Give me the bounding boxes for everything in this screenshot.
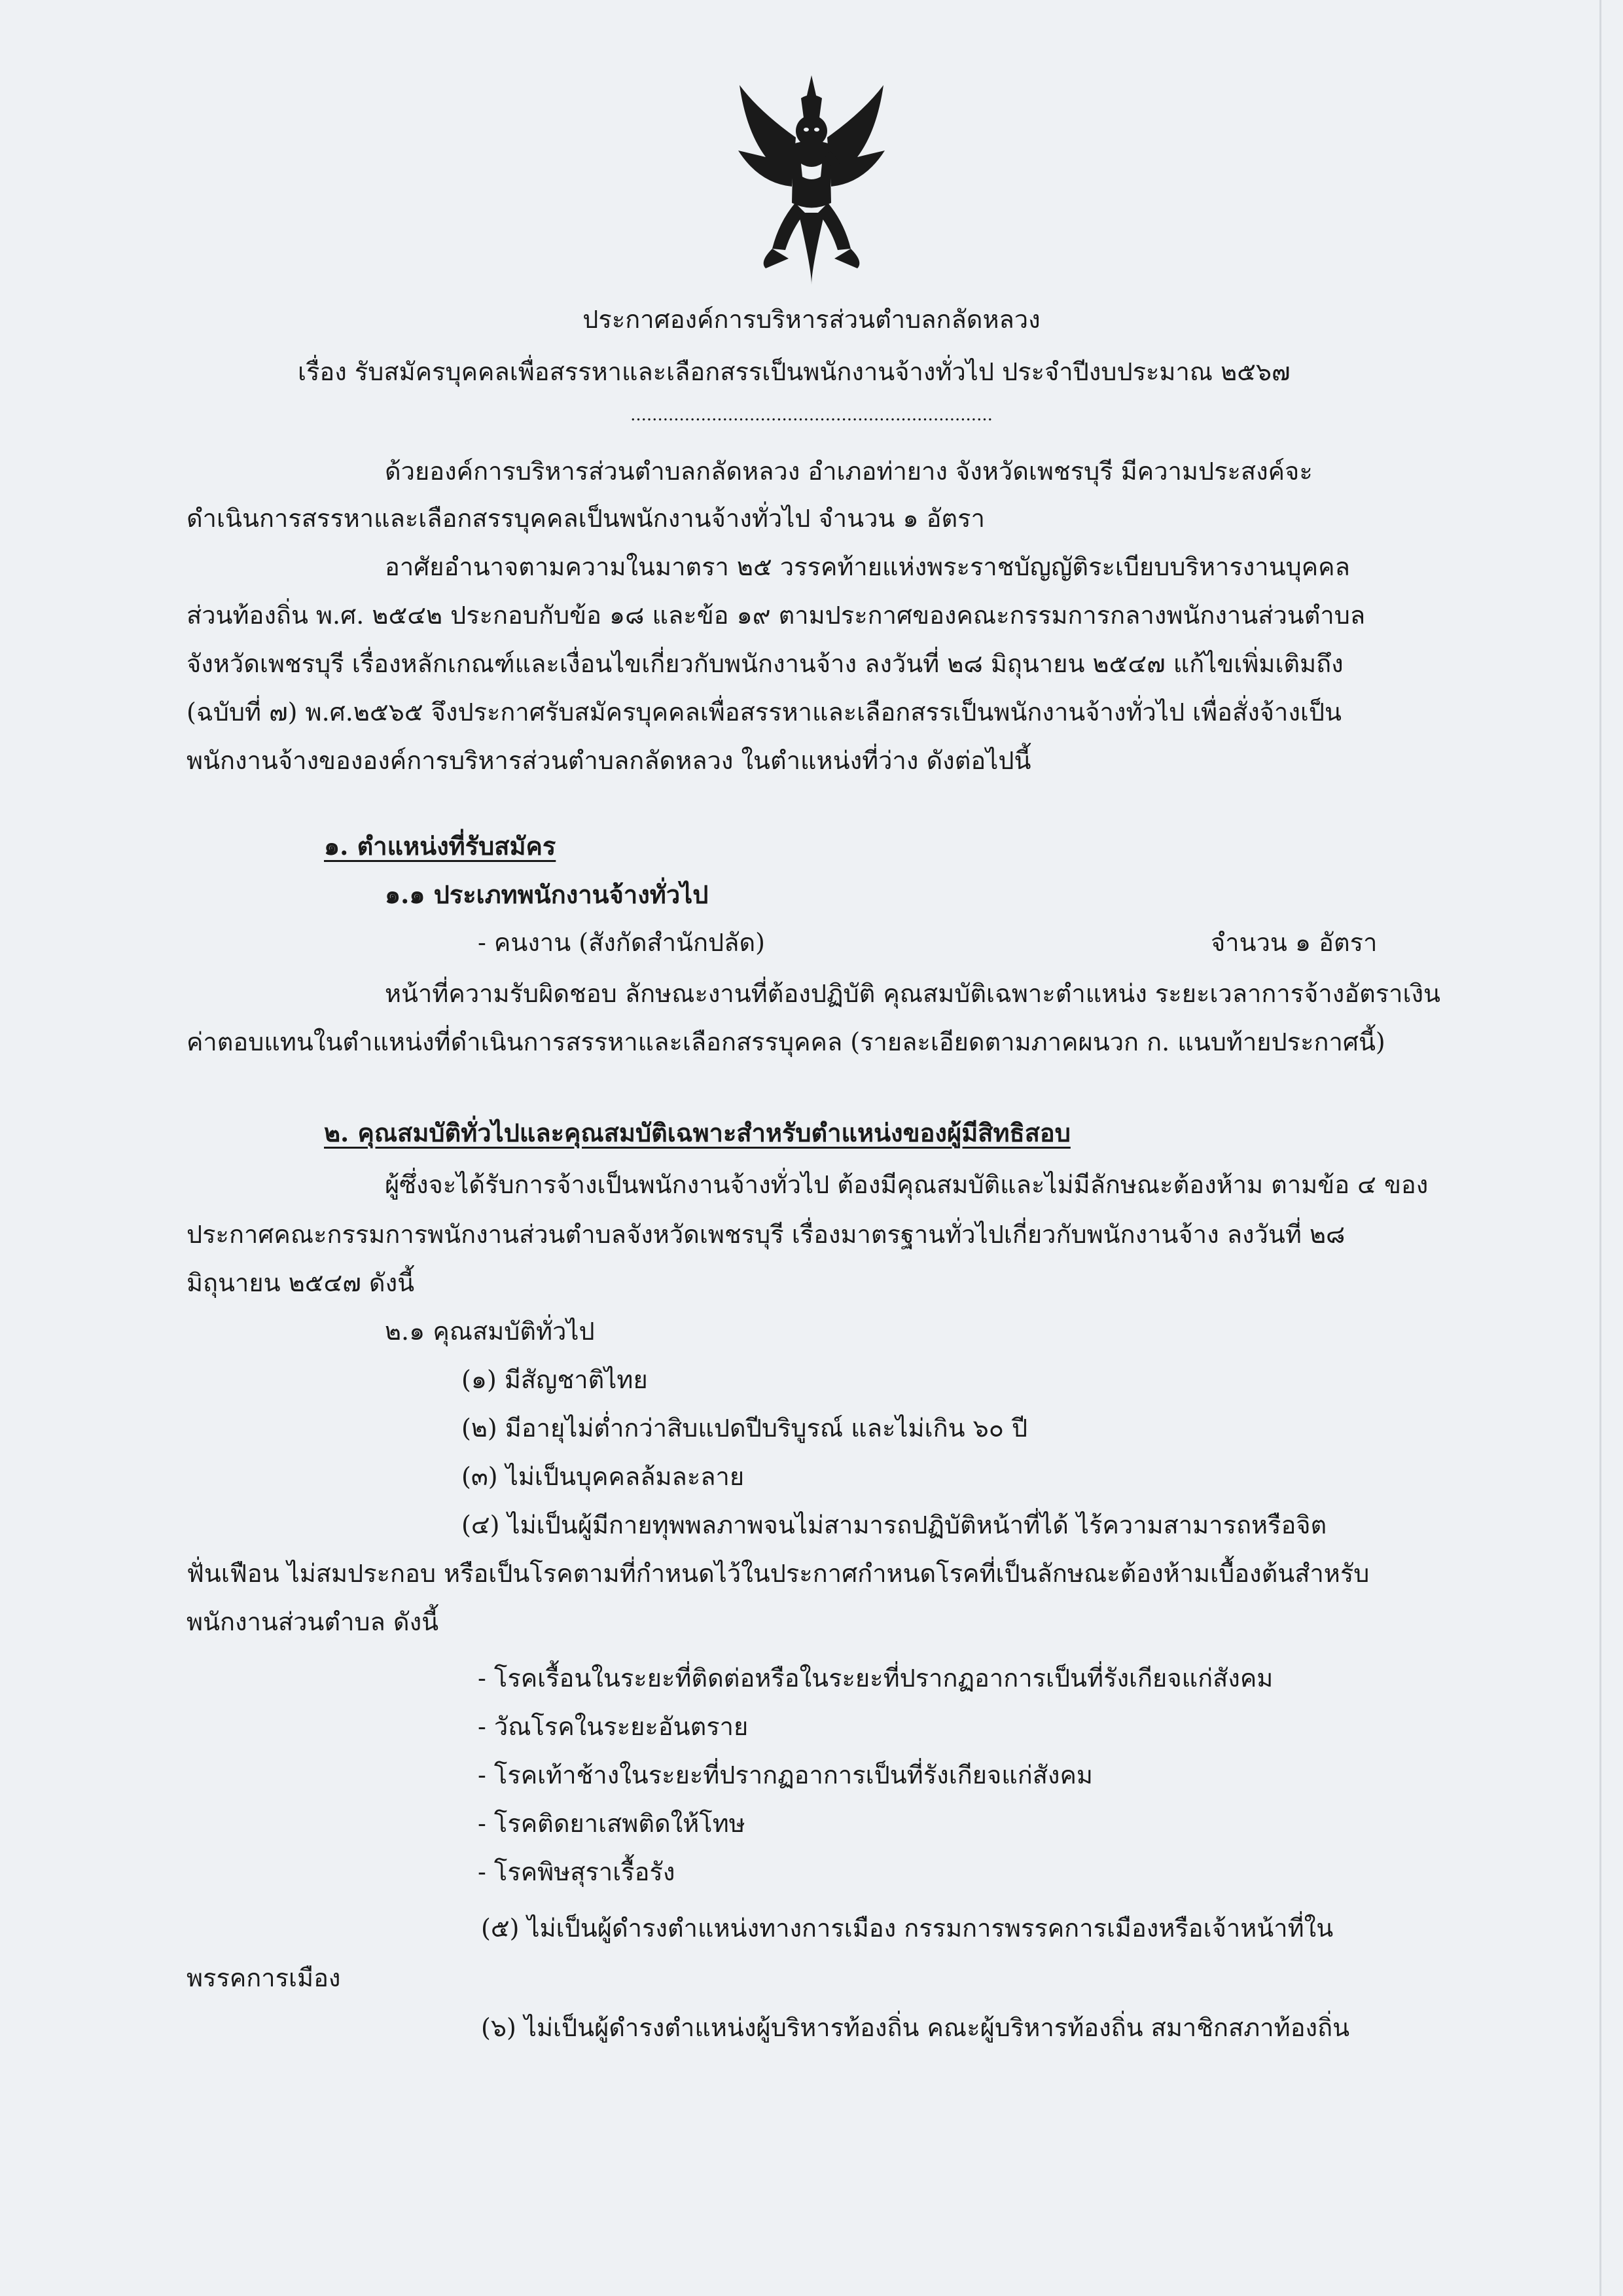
page-edge-line bbox=[1599, 0, 1601, 2296]
section2-heading: ๒. คุณสมบัติทั่วไปและคุณสมบัติเฉพาะสำหรับตำแหน่งของผู้มีสิทธิสอบ bbox=[324, 1118, 1071, 1147]
position-count: จำนวน ๑ อัตรา bbox=[1211, 928, 1378, 957]
intro-p2-line5: พนักงานจ้างขององค์การบริหารส่วนตำบลกลัดหลวง ในตำแหน่งที่ว่าง ดังต่อไปนี้ bbox=[187, 746, 1031, 775]
qualification-2: (๒) มีอายุไม่ต่ำกว่าสิบแปดปีบริบูรณ์ และไม่เกิน ๖๐ ปี bbox=[461, 1414, 1028, 1443]
qualification-6-line1: (๖) ไม่เป็นผู้ดำรงตำแหน่งผู้บริหารท้องถิ่น คณะผู้บริหารท้องถิ่น สมาชิกสภาท้องถิ่น bbox=[481, 2013, 1350, 2042]
garuda-emblem-icon bbox=[733, 72, 890, 288]
intro-p1-line2: ดำเนินการสรรหาและเลือกสรรบุคคลเป็นพนักงานจ้างทั่วไป จำนวน ๑ อัตรา bbox=[187, 504, 985, 533]
separator-dots: ................................................................... bbox=[630, 405, 993, 425]
document-title: ประกาศองค์การบริหารส่วนตำบลกลัดหลวง bbox=[582, 305, 1041, 334]
qualification-1: (๑) มีสัญชาติไทย bbox=[461, 1365, 648, 1394]
qualification-5-line1: (๕) ไม่เป็นผู้ดำรงตำแหน่งทางการเมือง กรรมการพรรคการเมืองหรือเจ้าหน้าที่ใน bbox=[481, 1914, 1334, 1943]
disease-item-4: - โรคติดยาเสพติดให้โทษ bbox=[478, 1809, 745, 1838]
disease-item-2: - วัณโรคในระยะอันตราย bbox=[478, 1712, 749, 1741]
section1-heading: ๑. ตำแหน่งที่รับสมัคร bbox=[324, 831, 556, 861]
qualification-4-line2: ฟั่นเฟือน ไม่สมประกอบ หรือเป็นโรคตามที่กำหนดไว้ในประกาศกำหนดโรคที่เป็นลักษณะต้องห้ามเบื้องต้นสำหรับ bbox=[187, 1559, 1370, 1588]
section2-p-line1: ผู้ซึ่งจะได้รับการจ้างเป็นพนักงานจ้างทั่วไป ต้องมีคุณสมบัติและไม่มีลักษณะต้องห้าม ตามข้อ ๔ ของ bbox=[385, 1170, 1429, 1199]
intro-p1-line1: ด้วยองค์การบริหารส่วนตำบลกลัดหลวง อำเภอท่ายาง จังหวัดเพชรบุรี มีความประสงค์จะ bbox=[385, 457, 1313, 486]
intro-p2-line2: ส่วนท้องถิ่น พ.ศ. ๒๕๔๒ ประกอบกับข้อ ๑๘ และข้อ ๑๙ ตามประกาศของคณะกรรมการกลางพนักงานส่วนตำบล bbox=[187, 601, 1366, 630]
qualification-5-line2: พรรคการเมือง bbox=[187, 1964, 341, 1992]
disease-item-3: - โรคเท้าช้างในระยะที่ปรากฏอาการเป็นที่รังเกียจแก่สังคม bbox=[478, 1761, 1093, 1789]
intro-p2-line3: จังหวัดเพชรบุรี เรื่องหลักเกณฑ์และเงื่อนไขเกี่ยวกับพนักงานจ้าง ลงวันที่ ๒๘ มิถุนายน ๒๕๔๗ แก้ไขเพิ่มเติมถึง bbox=[187, 649, 1344, 678]
section1-subheading: ๑.๑ ประเภทพนักงานจ้างทั่วไป bbox=[385, 880, 709, 909]
intro-p2-line1: อาศัยอำนาจตามความในมาตรา ๒๕ วรรคท้ายแห่งพระราชบัญญัติระเบียบบริหารงานบุคคล bbox=[385, 552, 1350, 581]
qualification-4-line1: (๔) ไม่เป็นผู้มีกายทุพพลภาพจนไม่สามารถปฏิบัติหน้าที่ได้ ไร้ความสามารถหรือจิต bbox=[461, 1511, 1327, 1539]
section2-p-line2: ประกาศคณะกรรมการพนักงานส่วนตำบลจังหวัดเพชรบุรี เรื่องมาตรฐานทั่วไปเกี่ยวกับพนักงานจ้าง ลงวันที่ ๒๘ bbox=[187, 1220, 1346, 1249]
section2-subheading: ๒.๑ คุณสมบัติทั่วไป bbox=[385, 1317, 595, 1346]
duty-line2: ค่าตอบแทนในตำแหน่งที่ดำเนินการสรรหาและเลือกสรรบุคคล (รายละเอียดตามภาคผนวก ก. แนบท้ายประกาศนี้) bbox=[187, 1028, 1385, 1056]
position-name: - คนงาน (สังกัดสำนักปลัด) bbox=[478, 928, 765, 957]
section2-p-line3: มิถุนายน ๒๕๔๗ ดังนี้ bbox=[187, 1268, 415, 1297]
document-subject: เรื่อง รับสมัครบุคคลเพื่อสรรหาและเลือกสรรเป็นพนักงานจ้างทั่วไป ประจำปีงบประมาณ ๒๕๖๗ bbox=[298, 357, 1291, 386]
disease-item-1: - โรคเรื้อนในระยะที่ติดต่อหรือในระยะที่ปรากฏอาการเป็นที่รังเกียจแก่สังคม bbox=[478, 1664, 1274, 1693]
disease-item-5: - โรคพิษสุราเรื้อรัง bbox=[478, 1857, 675, 1886]
intro-p2-line4: (ฉบับที่ ๗) พ.ศ.๒๕๖๕ จึงประกาศรับสมัครบุคคลเพื่อสรรหาและเลือกสรรเป็นพนักงานจ้างทั่วไป เพื่อสั่งจ้างเป็น bbox=[187, 698, 1342, 726]
qualification-3: (๓) ไม่เป็นบุคคลล้มละลาย bbox=[461, 1462, 745, 1491]
duty-line1: หน้าที่ความรับผิดชอบ ลักษณะงานที่ต้องปฏิบัติ คุณสมบัติเฉพาะตำแหน่ง ระยะเวลาการจ้างอัตราเงิน bbox=[385, 979, 1441, 1008]
qualification-4-line3: พนักงานส่วนตำบล ดังนี้ bbox=[187, 1607, 439, 1636]
